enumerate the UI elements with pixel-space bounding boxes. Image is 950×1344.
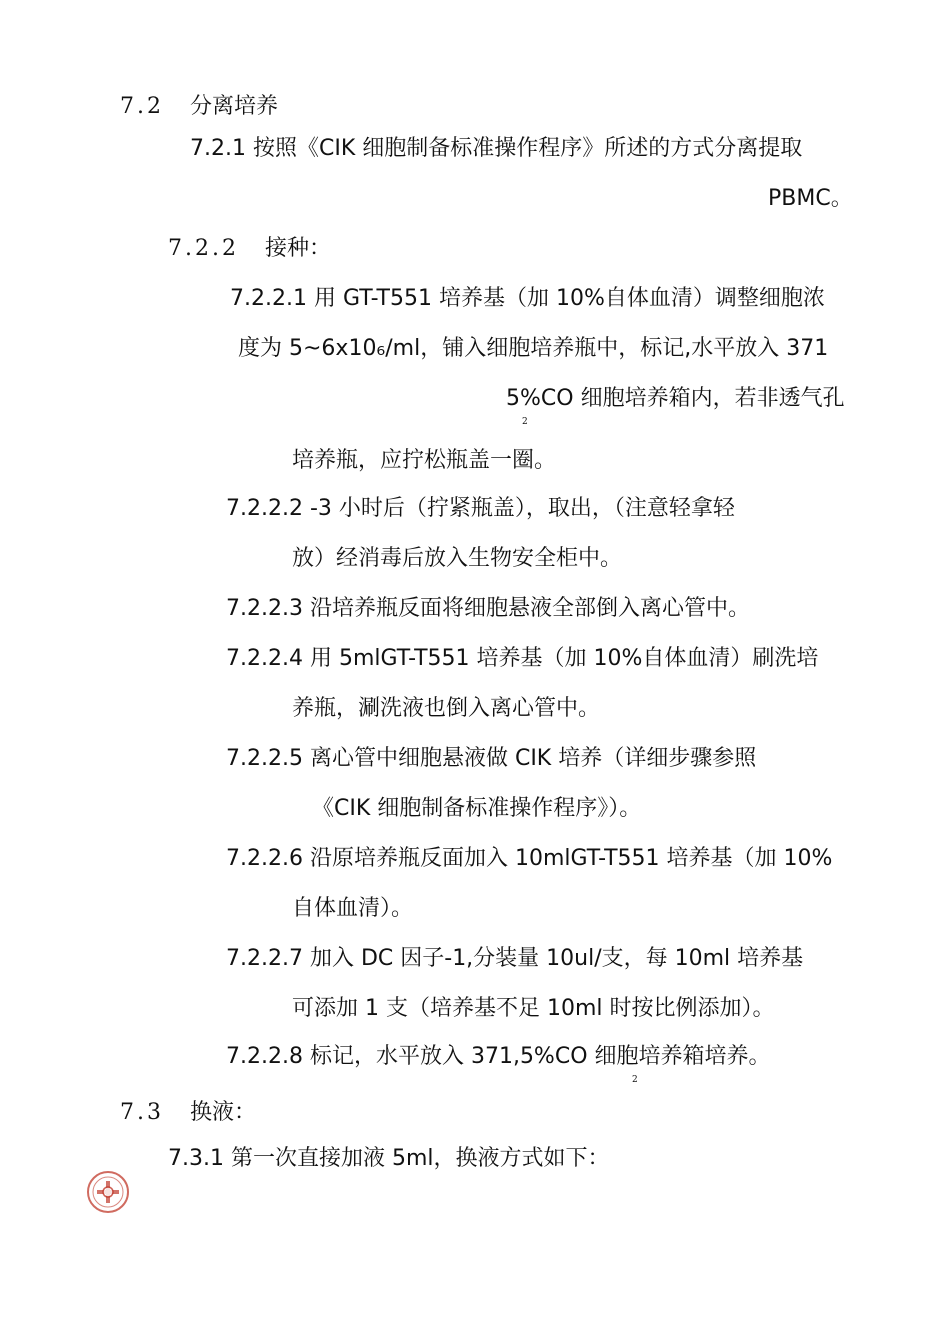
section-title: 接种： [264,236,331,261]
subscript-2: 2 [522,417,528,427]
heading-7-3 [120,1098,256,1128]
section-title: 换液： [190,1100,257,1125]
paragraph-7-2-2-7-line2: 可添加 1 支（培养基不足 10ml 时按比例添加）。 [292,996,775,1021]
section-title: 分离培养 [190,94,279,119]
paragraph-7-2-2-1-line4: 培养瓶，应拧松瓶盖一圈。 [292,448,557,473]
paragraph-7-2-2-4-line1: 7.2.2.4 用 5mlGT-T551 培养基（加 10%自体血清）刷洗培 [226,646,819,671]
paragraph-7-2-2-4-line2: 养瓶，涮洗液也倒入离心管中。 [292,696,601,721]
heading-7-2 [120,92,278,122]
paragraph-7-2-2-6-line2: 自体血清）。 [292,896,414,921]
section-number: 7.2 [120,94,164,119]
paragraph-7-3-1: 7.3.1 第一次直接加液 5ml，换液方式如下： [168,1146,610,1171]
section-number: 7.2.2 [168,236,239,261]
paragraph-7-2-2-5-line1: 7.2.2.5 离心管中细胞悬液做 CIK 培养（详细步骤参照 [226,746,757,771]
paragraph-7-2-2-6-line1: 7.2.2.6 沿原培养瓶反面加入 10mlGT-T551 培养基（加 10% [226,846,833,871]
paragraph-7-2-2-8: 7.2.2.8 标记，水平放入 371,5%CO 细胞培养箱培养。 [226,1044,771,1069]
subscript-2: 2 [632,1075,638,1085]
seal-icon [86,1170,130,1214]
paragraph-7-2-2-2-line1: 7.2.2.2 -3 小时后（拧紧瓶盖），取出，（注意轻拿轻 [226,496,735,521]
paragraph-7-2-1-cont: PBMC。 [768,186,853,211]
paragraph-7-2-2-1-line1: 7.2.2.1 用 GT-T551 培养基（加 10%自体血清）调整细胞浓 [230,286,825,311]
paragraph-7-2-2-7-line1: 7.2.2.7 加入 DC 因子-1,分装量 10ul/支，每 10ml 培养基 [226,946,804,971]
paragraph-7-2-2-1-line2: 度为 5~6x10₆/ml，铺入细胞培养瓶中，标记,水平放入 371 [238,336,829,361]
heading-7-2-2 [168,234,331,264]
paragraph-7-2-2-3: 7.2.2.3 沿培养瓶反面将细胞悬液全部倒入离心管中。 [226,596,750,621]
paragraph-7-2-1: 7.2.1 按照《CIK 细胞制备标准操作程序》所述的方式分离提取 [190,136,803,161]
section-number: 7.3 [120,1100,164,1125]
paragraph-7-2-2-2-line2: 放）经消毒后放入生物安全柜中。 [292,546,623,571]
paragraph-7-2-2-5-line2: 《CIK 细胞制备标准操作程序》）。 [312,796,642,821]
paragraph-7-2-2-1-line3: 5%CO 细胞培养箱内，若非透气孔 [506,386,845,411]
